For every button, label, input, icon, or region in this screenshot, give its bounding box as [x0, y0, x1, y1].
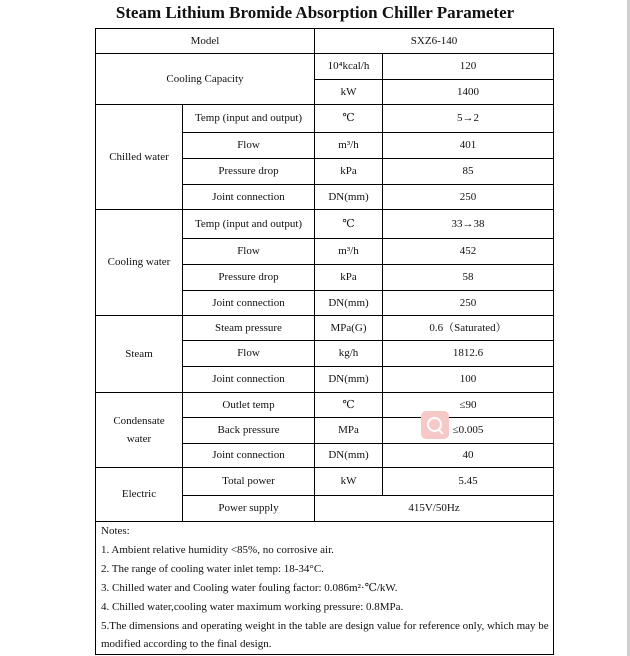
list-item [96, 617, 554, 636]
value-cell: 85 [383, 159, 554, 185]
unit-cell: MPa(G) [315, 316, 383, 341]
value-cell: 5.45 [383, 468, 554, 496]
param-cell: Flow [183, 341, 315, 367]
param-cell: Outlet temp [183, 393, 315, 418]
list-item [96, 598, 554, 617]
value-cell: 5→2 [383, 105, 554, 133]
condensate-water-label [96, 393, 183, 468]
condensate-label-line2: water [126, 433, 152, 445]
table-row [96, 393, 554, 418]
parameter-table [95, 28, 554, 655]
param-cell: Temp (input and output) [183, 105, 315, 133]
value-cell: ≤0.005 [383, 418, 554, 444]
param-cell: Joint connection [183, 185, 315, 210]
table-row [96, 54, 554, 80]
unit-cell: kPa [315, 159, 383, 185]
param-cell: Power supply [183, 496, 315, 522]
value-cell: 1812.6 [383, 341, 554, 367]
param-cell: Joint connection [183, 367, 315, 393]
param-cell: Temp (input and output) [183, 210, 315, 239]
value-cell: 250 [383, 291, 554, 316]
list-item [96, 579, 554, 598]
unit-cell: DN(mm) [315, 444, 383, 468]
list-item [96, 636, 554, 655]
unit-cell: m³/h [315, 239, 383, 265]
note-item: 1. Ambient relative humidity <85%, no corrosive air. [96, 541, 554, 560]
unit-cell: MPa [315, 418, 383, 444]
param-cell: Joint connection [183, 291, 315, 316]
condensate-label-line1: Condensate [113, 415, 165, 427]
unit-cell: DN(mm) [315, 185, 383, 210]
value-cell: 58 [383, 265, 554, 291]
param-cell: Flow [183, 133, 315, 159]
value-cell: ≤90 [383, 393, 554, 418]
value-cell: 33→38 [383, 210, 554, 239]
note-item: 4. Chilled water,cooling water maximum working pressure: 0.8MPa. [96, 598, 554, 617]
note-item: 2. The range of cooling water inlet temp: 18-34°C. [96, 560, 554, 579]
param-cell: Pressure drop [183, 159, 315, 185]
param-cell: Total power [183, 468, 315, 496]
model-row [96, 29, 554, 54]
list-item [96, 541, 554, 560]
chilled-water-label: Chilled water [96, 105, 183, 210]
table-row [96, 210, 554, 239]
value-cell: 415V/50Hz [315, 496, 554, 522]
list-item [96, 560, 554, 579]
param-cell: Back pressure [183, 418, 315, 444]
param-cell: Steam pressure [183, 316, 315, 341]
search-watermark-icon [421, 411, 449, 439]
param-cell: Pressure drop [183, 265, 315, 291]
unit-cell: m³/h [315, 133, 383, 159]
unit-cell: kW [315, 468, 383, 496]
cooling-capacity-label: Cooling Capacity [96, 54, 315, 105]
unit-cell: ℃ [315, 105, 383, 133]
value-cell: 452 [383, 239, 554, 265]
value-cell: 1400 [383, 80, 554, 105]
steam-label: Steam [96, 316, 183, 393]
note-item: 5.The dimensions and operating weight in the table are design value for reference only, which may be [96, 617, 554, 636]
value-cell: 100 [383, 367, 554, 393]
unit-cell: DN(mm) [315, 367, 383, 393]
unit-cell: 10⁴kcal/h [315, 54, 383, 80]
notes-heading-row [96, 522, 554, 541]
document-title: Steam Lithium Bromide Absorption Chiller Parameter [115, 3, 515, 22]
unit-cell: ℃ [315, 393, 383, 418]
note-item: modified according to the final design. [96, 636, 554, 655]
unit-cell: kPa [315, 265, 383, 291]
notes-heading: Notes: [96, 522, 554, 541]
unit-cell: kW [315, 80, 383, 105]
unit-cell: DN(mm) [315, 291, 383, 316]
cooling-water-label: Cooling water [96, 210, 183, 316]
value-cell: 401 [383, 133, 554, 159]
value-cell: 120 [383, 54, 554, 80]
note-item: 3. Chilled water and Cooling water fouling factor: 0.086m²·℃/kW. [96, 579, 554, 598]
value-cell: 250 [383, 185, 554, 210]
table-row [96, 105, 554, 133]
handle-shape [437, 428, 443, 434]
unit-cell: kg/h [315, 341, 383, 367]
table-row [96, 316, 554, 341]
model-label: Model [96, 29, 315, 54]
unit-cell: ℃ [315, 210, 383, 239]
table-row [96, 468, 554, 496]
electric-label: Electric [96, 468, 183, 522]
param-cell: Flow [183, 239, 315, 265]
value-cell: 40 [383, 444, 554, 468]
model-value: SXZ6-140 [315, 29, 554, 54]
param-cell: Joint connection [183, 444, 315, 468]
value-cell: 0.6（Saturated） [383, 316, 554, 341]
